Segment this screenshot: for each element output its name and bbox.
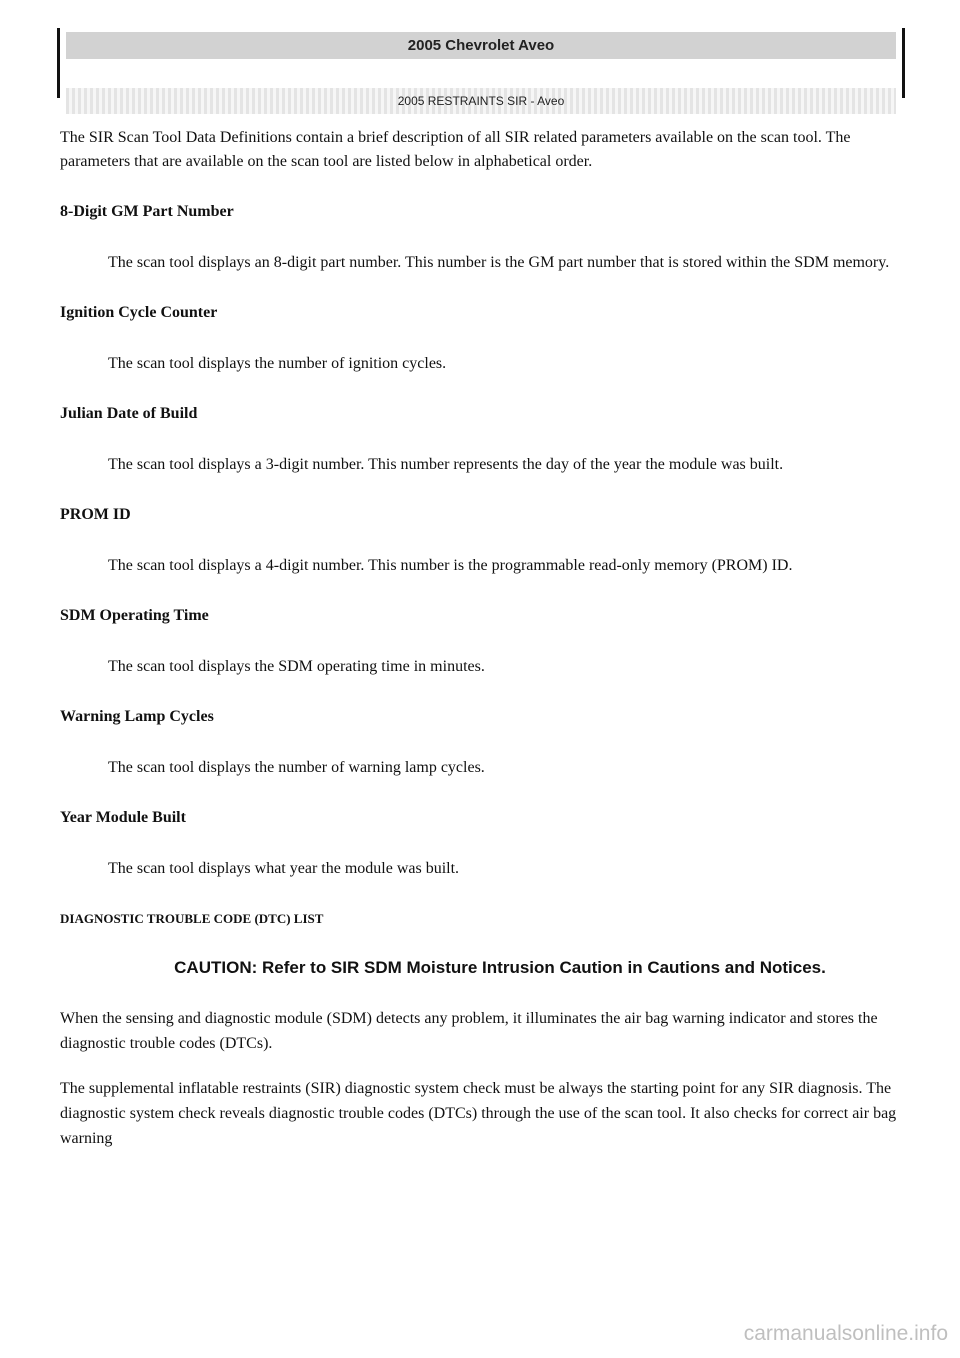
definition-term: Year Module Built (60, 809, 186, 826)
page-header (57, 28, 905, 108)
header-title: 2005 Chevrolet Aveo (66, 32, 896, 59)
definition-term: PROM ID (60, 506, 131, 523)
definition-term: Julian Date of Build (60, 405, 198, 422)
definition-term: 8-Digit GM Part Number (60, 203, 234, 220)
caution-note: CAUTION: Refer to SIR SDM Moisture Intrusion Caution in Cautions and Notices. (174, 958, 826, 977)
definition-text: The scan tool displays the SDM operating time in minutes. (108, 658, 485, 675)
definition-term: Warning Lamp Cycles (60, 708, 214, 725)
body-paragraph: The supplemental inflatable restraints (SIR) diagnostic system check must be always the starting point for any SIR diagnosis. The diagnostic system check reveals diagnostic trouble codes (DTCs) through the use of the scan tool. It also checks for correct air bag warning (60, 1080, 897, 1147)
definition-text: The scan tool displays the number of ignition cycles. (108, 355, 447, 372)
definition-text: The scan tool displays what year the module was built. (108, 860, 460, 877)
watermark: carmanualsonline.info (743, 1322, 948, 1345)
header-subtitle: 2005 RESTRAINTS SIR - Aveo (66, 88, 896, 114)
definition-text: The scan tool displays a 3-digit number. This number represents the day of the year the module was built. (108, 456, 784, 473)
definition-text: The scan tool displays an 8-digit part number. This number is the GM part number that is stored within the SDM memory. (108, 254, 890, 271)
document-body (60, 126, 900, 1171)
dtc-list-heading: DIAGNOSTIC TROUBLE CODE (DTC) LIST (60, 911, 324, 926)
definition-text: The scan tool displays a 4-digit number. This number is the programmable read-only memory (PROM) ID. (108, 557, 793, 574)
definition-text: The scan tool displays the number of warning lamp cycles. (108, 759, 485, 776)
definition-term: Ignition Cycle Counter (60, 304, 218, 321)
intro-paragraph: The SIR Scan Tool Data Definitions contain a brief description of all SIR related parameters available on the scan tool. The parameters that are available on the scan tool are listed below in alphabetical order. (60, 129, 851, 170)
definition-list (60, 200, 900, 881)
definition-term: SDM Operating Time (60, 607, 209, 624)
body-paragraph: When the sensing and diagnostic module (SDM) detects any problem, it illuminates the air bag warning indicator and stores the diagnostic trouble codes (DTCs). (60, 1010, 878, 1052)
